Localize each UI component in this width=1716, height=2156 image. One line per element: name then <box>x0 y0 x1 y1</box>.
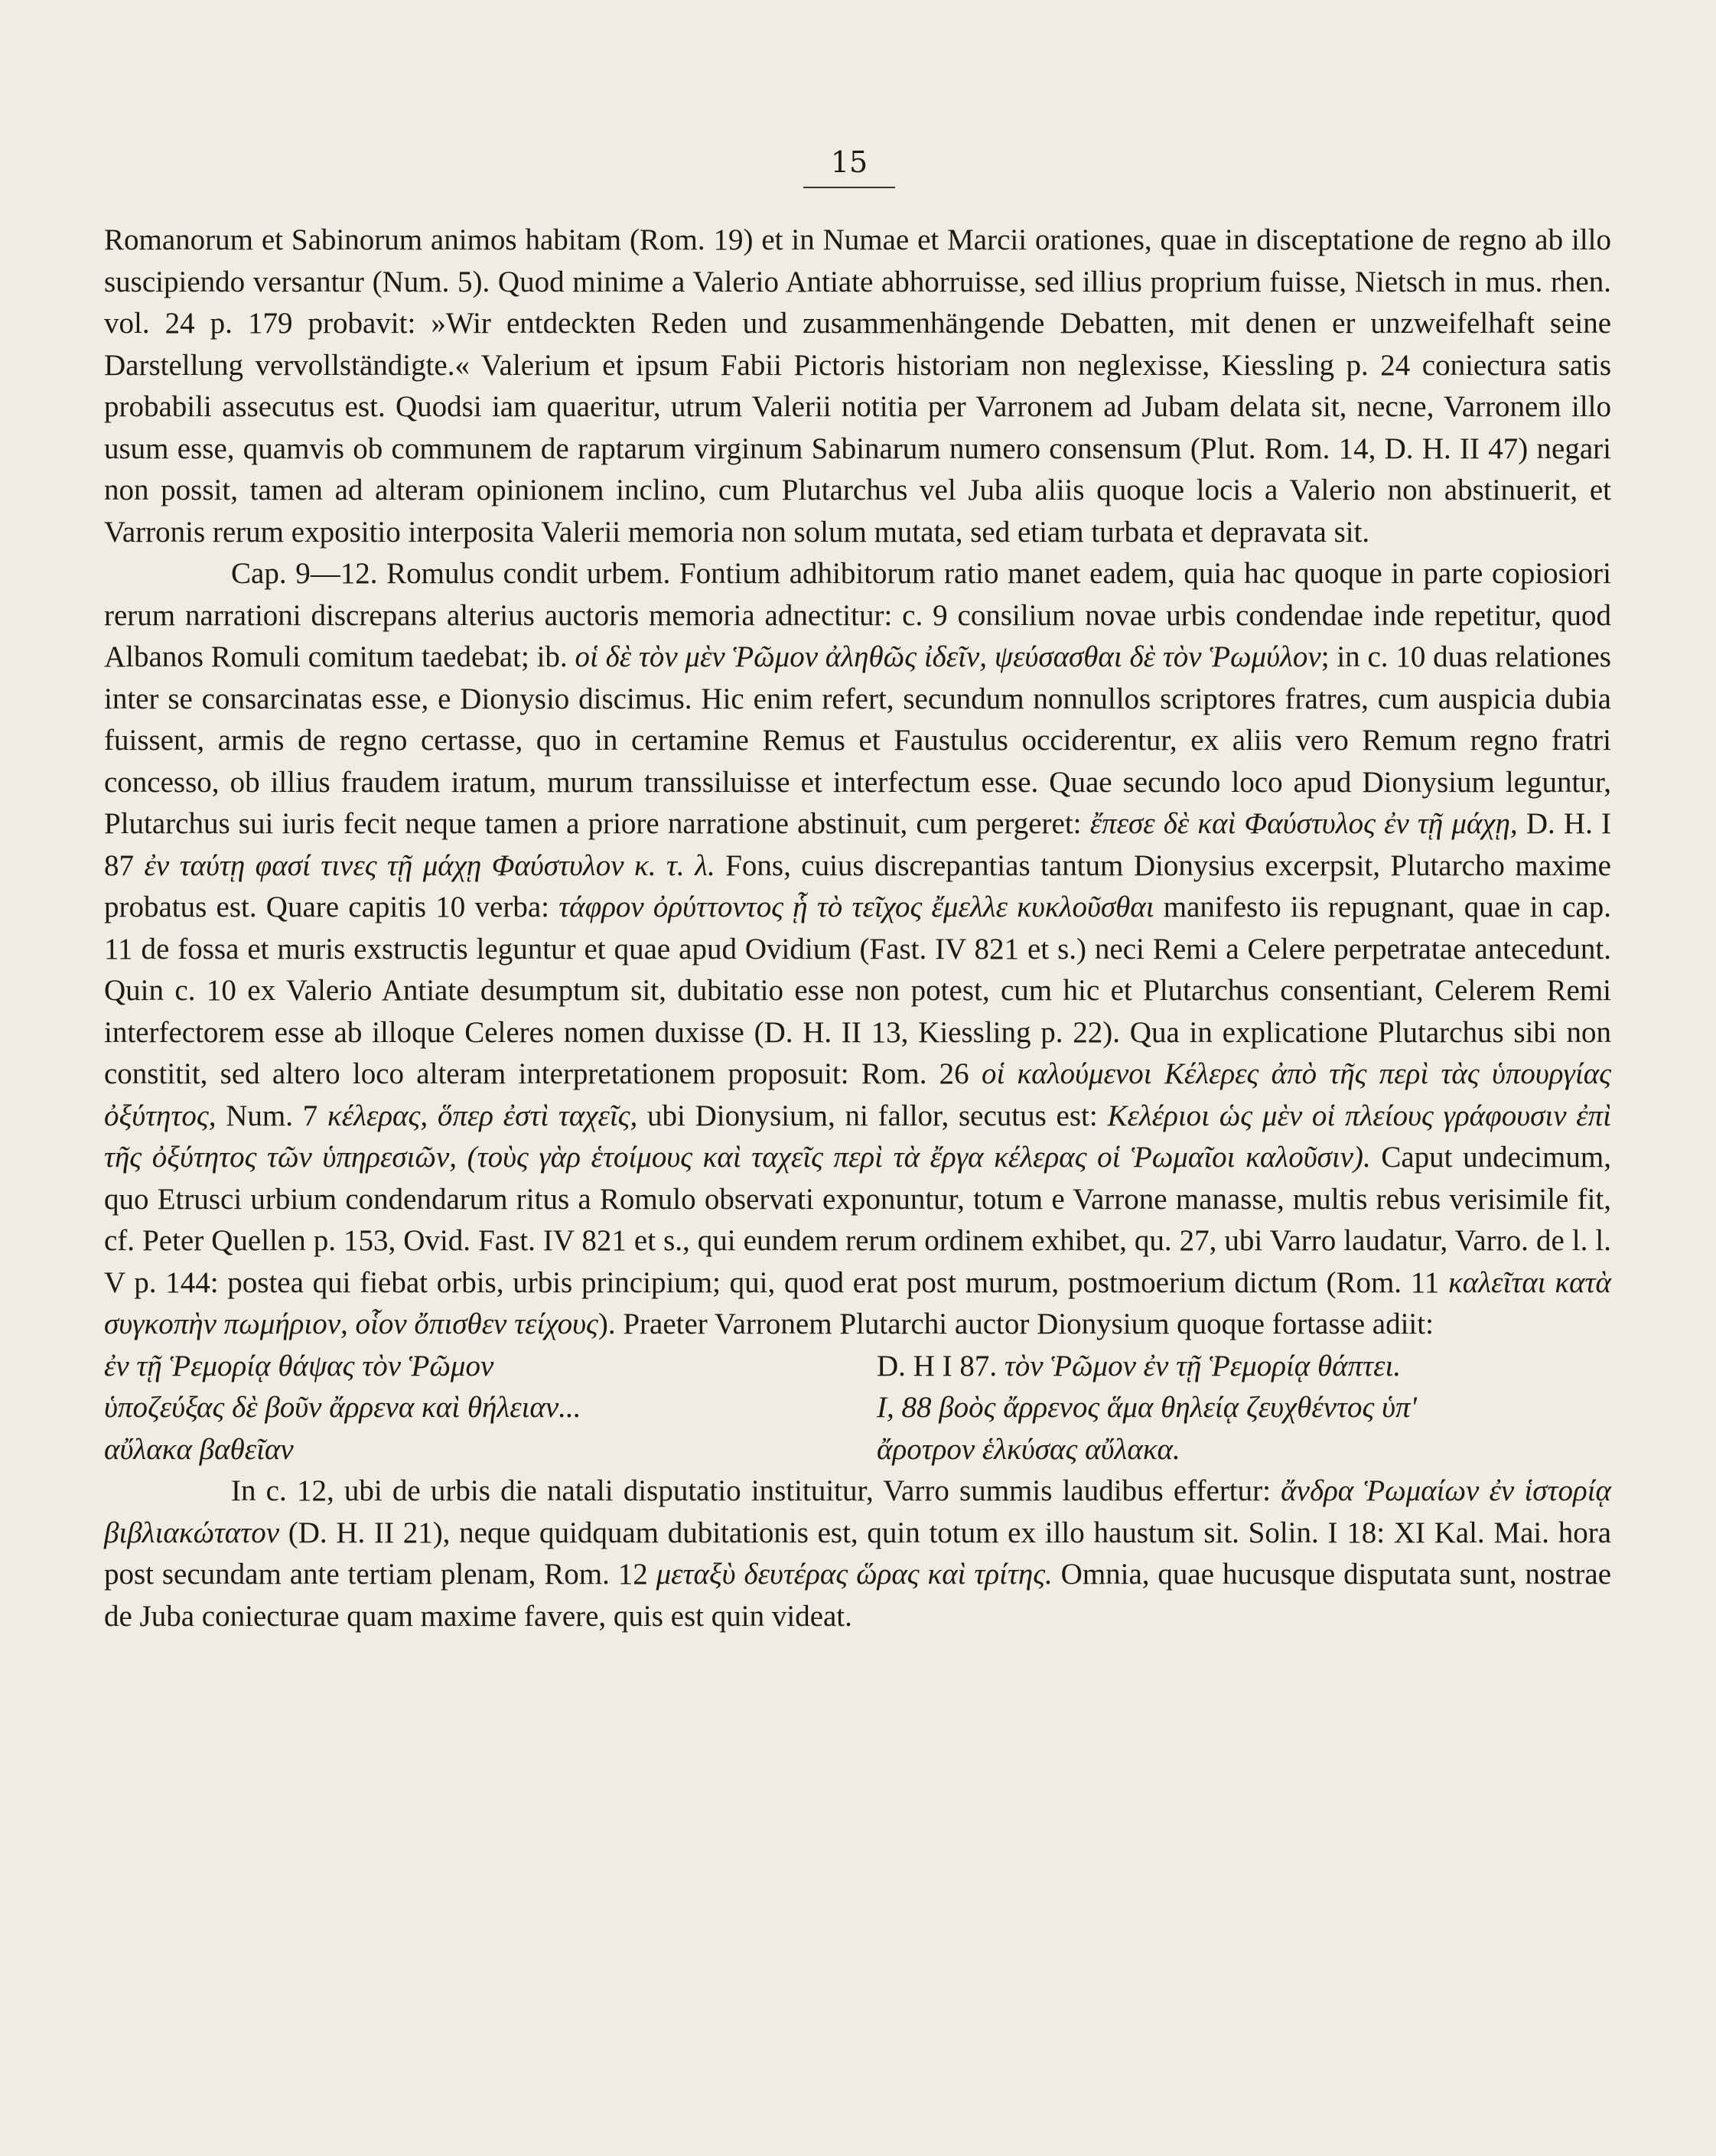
body-text <box>104 220 1611 1637</box>
parallel-reference: D. H I 87. <box>877 1349 998 1383</box>
greek-quote: ἔπεσε δὲ καὶ Φαύστυλος ἐν τῇ μάχῃ, <box>1089 807 1518 840</box>
parallel-right-column <box>854 1346 1611 1471</box>
text-run: Cap. 9—12. Romulus condit urbem. Fontium adhibitorum ratio manet eadem, quia hac quoque in parte copiosiori rerum narrationi discrepans alterius auctoris memoria adnectitur: c. 9 consilium novae urbis condendae inde repetitur, quod Albanos Romuli comitum taedebat; ib. <box>104 557 1611 673</box>
text-run: ). Praeter Varronem Plutarchi auctor Dionysium quoque fortasse adiit: <box>598 1308 1434 1340</box>
page-number: 15 <box>830 145 868 179</box>
paragraph-2 <box>104 553 1611 1346</box>
greek-quote: μεταξὺ δευτέρας ὥρας καὶ τρίτης. <box>656 1558 1053 1591</box>
paragraph-3 <box>104 1470 1611 1637</box>
text-run: In c. 12, ubi de urbis die natali disputatio instituitur, Varro summis laudibus effertur: <box>231 1474 1281 1507</box>
greek-quote: τάφρον ὀρύττοντος ᾗ τὸ τεῖχος ἔμελλε κυκλοῦσθαι <box>558 891 1154 923</box>
parallel-right-line <box>877 1346 1611 1388</box>
parallel-left-column <box>104 1346 838 1471</box>
text-run: Caput undecimum, quo Etrusci urbium condendarum ritus a Romulo observati exponuntur, totum e Varrone manasse, multis rebus verisimile fit, cf. Peter Quellen p. 153, Ovid. Fast. IV 821 et s., qui eundem rerum ordinem exhibet, qu. 27, ubi Varro laudatur, Varro. de l. l. V p. 144: postea qui fiebat orbis, urbis principium; qui, quod erat post murum, postmoerium dictum (Rom. 11 <box>104 1141 1611 1299</box>
greek-quote: ἄνδρα Ῥωμαίων ἐν ἱστορίᾳ βιβλιακώτατον <box>104 1474 1611 1549</box>
text-run: D. H. I 87 <box>104 807 1611 882</box>
parallel-quotes <box>104 1346 1611 1471</box>
text-run: manifesto iis repugnant, quae in cap. 11 de fossa et muris exstructis leguntur et quae apud Ovidium (Fast. IV 821 et s.) neci Remi a Celere perpetratae antecedunt. Quin c. 10 ex Valerio Antiate desumptum sit, dubitatio esse non potest, cum hic et Plutarchus consentiant, Celerem Remi interfectorem esse ab illoque Celeres nomen duxisse (D. H. II 13, Kiessling p. 22). Qua in explicatione Plutarchus sibi non constitit, sed altero loco alteram interpretationem proposuit: Rom. 26 <box>104 891 1611 1090</box>
greek-quote: καλεῖται κατὰ συγκοπὴν πωμήριον, οἷον ὄπισθεν τείχους <box>104 1265 1611 1340</box>
text-run: ; in c. 10 duas relationes inter se consarcinatas esse, e Dionysio discimus. Hic enim refert, secundum nonnullos scriptores fratres, cum auspicia dubia fuissent, armis de regno certasse, quo in certamine Remus et Faustulus occiderentur, ex aliis vero Remum regno fratri concesso, ob illius fraudem iratum, murum transsiluisse et interfectum esse. Quae secundo loco apud Dionysium leguntur, Plutarchus sui iuris fecit neque tamen a priore narratione abstinuit, cum pergeret: <box>104 640 1611 840</box>
parallel-right-line: I, 88 βοὸς ἄρρενος ἅμα θηλείᾳ ζευχθέντος ὑπ' <box>877 1391 1417 1424</box>
parallel-left-line: ἐν τῇ Ῥεμορίᾳ θάψας τὸν Ῥῶμον <box>104 1349 494 1383</box>
greek-quote: τὸν Ῥῶμον ἐν τῇ Ῥεμορίᾳ θάπτει. <box>997 1349 1402 1383</box>
text-run: Num. 7 <box>216 1099 327 1132</box>
greek-quote: οἱ δὲ τὸν μὲν Ῥῶμον ἀληθῶς ἰδεῖν, ψεύσασθαι δὲ τὸν Ῥωμύλον <box>575 640 1321 673</box>
text-run: Fons, cuius discrepantias tantum Dionysius excerpsit, Plutarcho maxime probatus est. Quare capitis 10 verba: <box>104 848 1611 923</box>
paragraph-1: Romanorum et Sabinorum animos habitam (Rom. 19) et in Numae et Marcii orationes, quae in disceptatione de regno ab illo suscipiendo versantur (Num. 5). Quod minime a Valerio Antiate abhorruisse, sed illius proprium fuisse, Nietsch in mus. rhen. vol. 24 p. 179 probavit: »Wir entdeckten Reden und zusammenhängende Debatten, mit denen er unzweifelhaft seine Darstellung vervollständigte.« Valerium et ipsum Fabii Pictoris historiam non neglexisse, Kiessling p. 24 coniectura satis probabili assecutus est. Quodsi iam quaeritur, utrum Valerii notitia per Varronem ad Jubam delata sit, necne, Varronem illo usum esse, quamvis ob communem de raptarum virginum Sabinarum numero consensum (Plut. Rom. 14, D. H. II 47) negari non possit, tamen ad alteram opinionem inclino, cum Plutarchus vel Juba aliis quoque locis a Valerio non abstinuerit, et Varronis rerum expositio interposita Valerii memoria non solum mutata, sed etiam turbata et depravata sit. <box>104 223 1611 549</box>
parallel-left-line: αὔλακα βαθεῖαν <box>104 1432 294 1466</box>
text-run: (D. H. II 21), neque quidquam dubitationis est, quin totum ex illo haustum sit. Solin. I 18: XI Kal. Mai. hora post secundam ante tertiam plenam, Rom. 12 <box>104 1516 1611 1591</box>
text-run: Omnia, quae hucusque disputata sunt, nostrae de Juba coniecturae quam maxime favere, quis est quin videat. <box>104 1558 1612 1633</box>
greek-quote: κέλερας, ὅπερ ἐστὶ ταχεῖς, <box>327 1099 638 1132</box>
greek-quote: Κελέριοι ὡς μὲν οἱ πλείους γράφουσιν ἐπὶ τῆς ὀξύτητος τῶν ὑπηρεσιῶν, (τοὺς γὰρ ἑτοίμους καὶ ταχεῖς περὶ τὰ ἔργα κέλερας οἱ Ῥωμαῖοι καλοῦσιν). <box>104 1099 1612 1174</box>
parallel-right-line: ἄροτρον ἑλκύσας αὔλακα. <box>877 1432 1180 1466</box>
parallel-left-line: ὑποζεύξας δὲ βοῦν ἄρρενα καὶ θήλειαν... <box>104 1391 581 1424</box>
text-run: ubi Dionysium, ni fallor, secutus est: <box>637 1099 1108 1132</box>
page-number-rule <box>803 187 895 188</box>
greek-quote: ἐν ταύτῃ φασί τινες τῇ μάχῃ Φαύστυλον κ. τ. λ. <box>144 848 715 882</box>
greek-quote: οἱ καλούμενοι Κέλερες ἀπὸ τῆς περὶ τὰς ὑπουργίας ὀξύτητος, <box>104 1057 1612 1132</box>
